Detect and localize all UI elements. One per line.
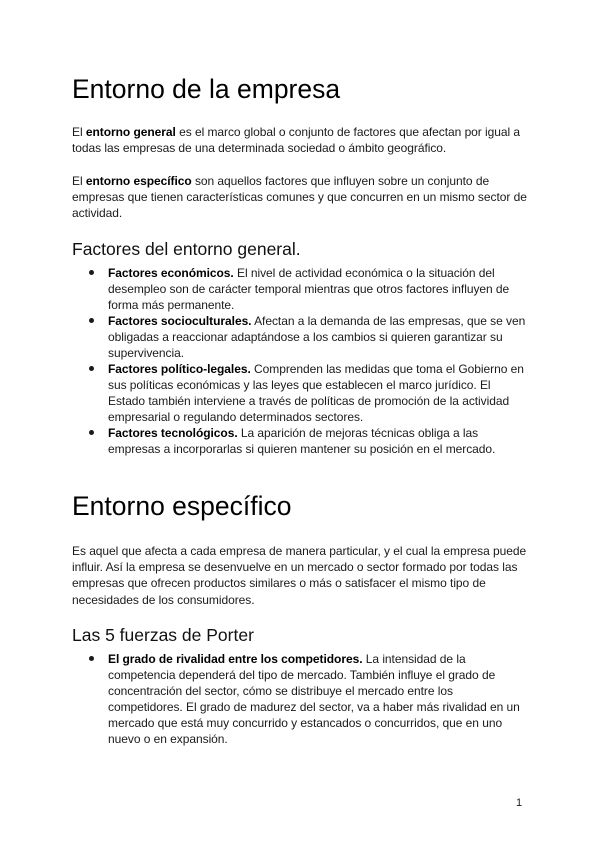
list-fuerzas-porter — [72, 651, 528, 747]
list-item-term: Factores tecnológicos. — [108, 426, 238, 440]
list-item — [72, 425, 528, 457]
subheading-factores-entorno-general: Factores del entorno general. — [72, 239, 301, 259]
list-item — [72, 265, 528, 313]
list-item — [72, 313, 528, 361]
list-item — [72, 361, 528, 425]
list-factores — [72, 265, 528, 457]
bullet-icon — [89, 270, 94, 275]
bullet-icon — [89, 656, 94, 661]
section-title-entorno-especifico: Entorno específico — [72, 491, 292, 521]
list-item-term: El grado de rivalidad entre los competidores. — [108, 652, 363, 666]
list-item-text: La aparición de mejoras técnicas obliga a las empresas a incorporarlas si quieren mantener su posición en el mercado. — [108, 426, 496, 456]
paragraph-entorno-general — [72, 124, 528, 156]
section-title-entorno-empresa: Entorno de la empresa — [72, 74, 341, 104]
term-entorno-general: entorno general — [85, 125, 176, 139]
list-item-text: Comprenden las medidas que toma el Gobierno en sus políticas económicas y las leyes que establecen el marco jurídico. El Estado también interviene a través de políticas de promoción de la actividad empresarial o regulando determinados sectores. — [108, 362, 524, 424]
term-entorno-especifico: entorno específico — [85, 174, 192, 188]
bullet-icon — [89, 430, 94, 435]
list-item-text: El nivel de actividad económica o la situación del desempleo son de carácter temporal mientras que otros factores influyen de forma más permanente. — [108, 266, 510, 312]
bullet-icon — [89, 318, 94, 323]
list-item-term: Factores político-legales. — [108, 362, 251, 376]
paragraph-lead: El — [72, 125, 86, 139]
paragraph-lead: El — [72, 174, 86, 188]
list-item-term: Factores económicos. — [108, 266, 234, 280]
list-item — [72, 651, 528, 747]
paragraph-entorno-especifico-definition: Es aquel que afecta a cada empresa de manera particular, y el cual la empresa puede influir. Así la empresa se desenvuelve en un mercado o sector formado por todas las empresas que ofrecen productos similares o más o satisfacer el mismo tipo de necesidades de los consumidores. — [72, 544, 527, 607]
list-item-text: La intensidad de la competencia dependerá del tipo de mercado. También influye el grado de concentración del sector, cómo se distribuye el mercado entre los competidores. El grado de madurez del sector, va a haber más rivalidad en un mercado que está muy concurrido y estancados o concurridos, que en uno nuevo o en expansión. — [108, 652, 520, 746]
page-number: 1 — [516, 797, 523, 809]
subheading-5-fuerzas-porter: Las 5 fuerzas de Porter — [72, 625, 254, 645]
paragraph-text: es el marco global o conjunto de factores que afectan por igual a todas las empresas de una determinada sociedad o ámbito geográfico. — [72, 125, 521, 156]
list-item-text: Afectan a la demanda de las empresas, que se ven obligadas a reaccionar adaptándose a los cambios si quieren garantizar su supervivencia. — [108, 314, 526, 360]
paragraph-entorno-especifico — [72, 173, 528, 222]
list-item-term: Factores socioculturales. — [108, 314, 252, 328]
bullet-icon — [89, 366, 94, 371]
paragraph-text: son aquellos factores que influyen sobre un conjunto de empresas que tienen características comunes y que concurren en un mismo sector de actividad. — [72, 174, 527, 221]
